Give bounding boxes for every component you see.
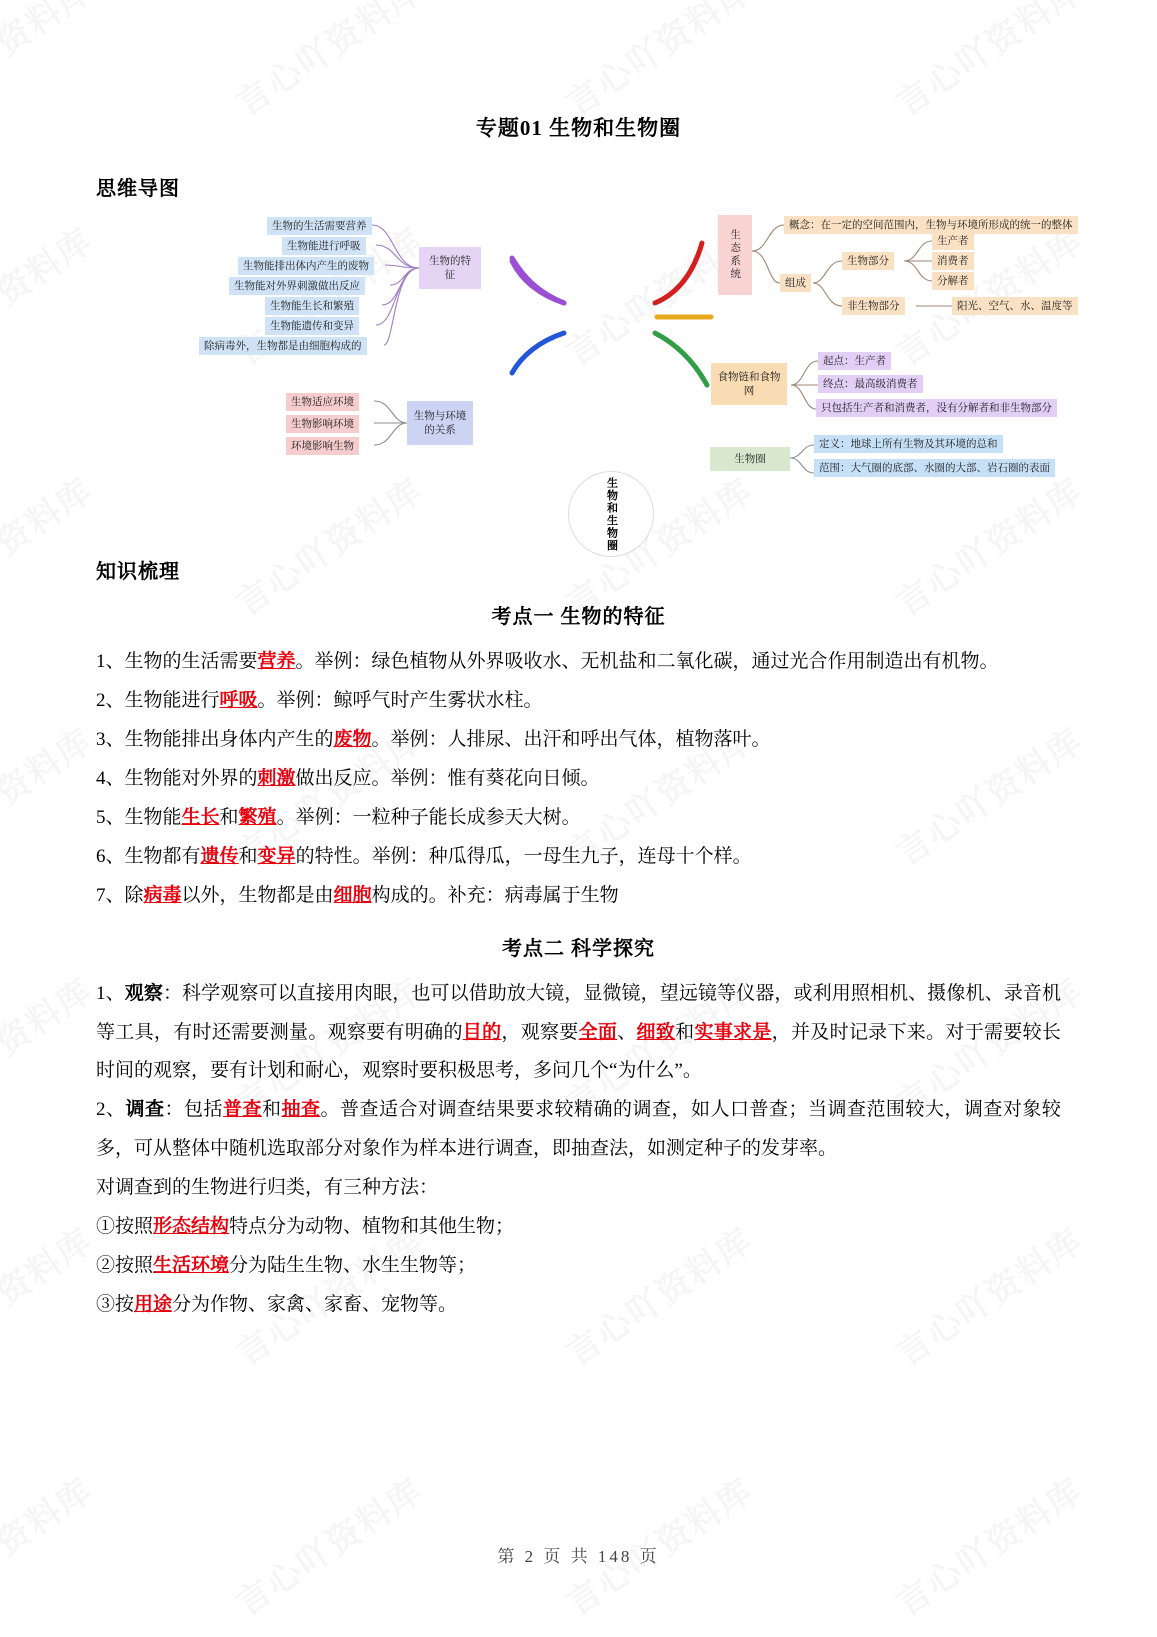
mindmap-node-relation	[407, 401, 473, 445]
highlight-term: 刺激	[257, 767, 296, 789]
highlight-term: 目的	[462, 1021, 502, 1043]
highlight-term: 生长	[181, 806, 220, 828]
mindmap-node-features	[419, 247, 481, 289]
mindmap-node-features-label: 生物的特征	[429, 254, 471, 281]
mindmap-node-biosphere	[710, 447, 790, 471]
paragraph	[96, 799, 1061, 838]
mindmap-leaf-biosphere-2: 范围：大气圈的底部、水圈的大部、岩石圈的表面	[814, 459, 1055, 477]
text-run: 的特性。举例：种瓜得瓜，一母生九子，连母十个样。	[295, 845, 752, 867]
mindmap-leaf-feature-1: 生物的生活需要营养	[267, 217, 372, 235]
text-run: 5、生物能	[96, 806, 182, 828]
mindmap-leaf-feature-6: 生物能遗传和变异	[265, 317, 359, 335]
paragraph	[96, 760, 1061, 799]
text-run: 分为作物、家禽、家畜、宠物等。	[172, 1294, 458, 1316]
highlight-term: 病毒	[143, 884, 182, 906]
mindmap-leaf-foodchain-1: 起点：生产者	[818, 352, 891, 370]
text-run: 。举例：鲸呼气时产生雾状水柱。	[257, 689, 543, 711]
paragraph	[96, 1169, 1061, 1208]
paragraph	[96, 643, 1061, 682]
paragraph	[96, 838, 1061, 877]
page-title: 专题01 生物和生物圈	[475, 116, 682, 140]
highlight-term: 实事求是	[694, 1021, 772, 1043]
mind-map-diagram	[104, 213, 1073, 552]
mindmap-leaf-relation-2: 生物影响环境	[286, 415, 359, 433]
highlight-term: 呼吸	[219, 689, 258, 711]
mindmap-leaf-composition: 组成	[780, 274, 811, 292]
mindmap-leaf-biosphere-1: 定义：地球上所有生物及其环境的总和	[814, 435, 1003, 453]
mindmap-leaf-foodchain-3: 只包括生产者和消费者，没有分解者和非生物部分	[816, 399, 1057, 417]
term-label: 观察	[124, 982, 163, 1004]
page-footer: 第 2 页 共 148 页	[497, 1547, 660, 1566]
mindmap-leaf-decomposer: 分解者	[932, 272, 974, 290]
mindmap-leaf-biotic: 生物部分	[842, 252, 894, 270]
mindmap-leaf-feature-3: 生物能排出体内产生的废物	[238, 257, 374, 275]
text-run: 2、生物能进行	[96, 689, 220, 711]
text-run: ，观察要	[501, 1021, 579, 1043]
paragraph	[96, 721, 1061, 760]
mindmap-leaf-consumer: 消费者	[932, 252, 974, 270]
highlight-term: 细胞	[333, 884, 372, 906]
text-run: 3、生物能排出身体内产生的	[96, 728, 334, 750]
text-run: ：科学观察可以直接用肉眼，也可以借助放大镜，显微镜，望远镜等仪器，或利用照相机、摄像机、录音机等工具，有时还需要测量。观察要有明确的	[96, 982, 1061, 1043]
highlight-term: 生活环境	[153, 1255, 230, 1277]
text-run: 和	[238, 845, 258, 867]
text-run: ：包括	[164, 1099, 223, 1121]
text-run: 以外，生物都是由	[181, 884, 334, 906]
mindmap-leaf-relation-1: 生物适应环境	[286, 393, 359, 411]
section-heading-mindmap: 思维导图	[96, 178, 180, 200]
mindmap-leaf-abiotic: 非生物部分	[842, 297, 905, 315]
highlight-term: 遗传	[200, 845, 239, 867]
point-one-body	[96, 643, 1061, 916]
text-run: 。举例：一粒种子能长成参天大树。	[276, 806, 581, 828]
mindmap-node-foodchain-label: 食物链和食物网	[717, 370, 781, 397]
paragraph	[96, 1091, 1061, 1169]
mindmap-node-relation-label: 生物与环境的关系	[413, 409, 467, 436]
mindmap-node-ecosystem-label: 生态系统	[729, 229, 742, 281]
paragraph	[96, 975, 1061, 1092]
text-run: 1、生物的生活需要	[96, 651, 258, 672]
highlight-term: 变异	[257, 845, 296, 867]
mindmap-leaf-abiotic-items: 阳光、空气、水、温度等	[952, 297, 1078, 315]
mindmap-leaf-producer: 生产者	[932, 232, 974, 250]
text-run: 7、除	[96, 884, 144, 906]
text-run: 1、	[96, 982, 125, 1004]
paragraph	[96, 1286, 1061, 1325]
text-run: 分为陆生生物、水生生物等；	[229, 1255, 477, 1277]
paragraph	[96, 877, 1061, 916]
text-run: 。普查适合对调查结果要求较精确的调查，如人口普查；当调查范围较大，调查对象较多，可从整体中随机选取部分对象作为样本进行调查，即抽查法，如测定种子的发芽率。	[96, 1099, 1061, 1160]
highlight-term: 形态结构	[153, 1216, 230, 1238]
mindmap-leaf-feature-5: 生物能生长和繁殖	[265, 297, 359, 315]
section-heading-knowledge: 知识梳理	[96, 561, 180, 583]
paragraph	[96, 1208, 1061, 1247]
text-run: 和	[219, 806, 239, 828]
highlight-term: 废物	[333, 728, 372, 750]
text-run: 。举例：人排尿、出汗和呼出气体，植物落叶。	[371, 728, 771, 750]
mindmap-center-label: 生物和生物圈	[605, 476, 618, 552]
text-run: 构成的。补充：病毒属于生物	[371, 884, 619, 906]
text-run: ，并及时记录下来。对于需要较长时间的观察，要有计划和耐心，观察时要积极思考，多问几个“为什么”。	[96, 1021, 1061, 1082]
text-run: 和	[675, 1021, 695, 1043]
text-run: ①按照	[96, 1216, 154, 1238]
mindmap-leaf-foodchain-2: 终点：最高级消费者	[818, 375, 923, 393]
mindmap-node-biosphere-label: 生物圈	[734, 452, 766, 465]
text-run: 2、	[96, 1099, 126, 1121]
mindmap-leaf-feature-4: 生物能对外界刺激做出反应	[229, 277, 365, 295]
highlight-term: 抽查	[281, 1099, 321, 1121]
paragraph	[96, 1247, 1061, 1286]
text-run: 。举例：绿色植物从外界吸收水、无机盐和二氧化碳，通过光合作用制造出有机物。	[295, 651, 999, 672]
highlight-term: 全面	[578, 1021, 618, 1043]
text-run: 4、生物能对外界的	[96, 767, 258, 789]
text-run: ②按照	[96, 1255, 154, 1277]
mindmap-leaf-feature-2: 生物能进行呼吸	[282, 237, 366, 255]
highlight-term: 繁殖	[238, 806, 277, 828]
highlight-term: 营养	[257, 651, 296, 672]
highlight-term: 细致	[636, 1021, 676, 1043]
heading-point-two: 考点二 科学探究	[502, 937, 655, 960]
term-label: 调查	[125, 1099, 165, 1121]
mindmap-node-foodchain	[711, 363, 787, 405]
mindmap-leaf-relation-3: 环境影响生物	[286, 437, 359, 455]
text-run: 特点分为动物、植物和其他生物；	[229, 1216, 515, 1238]
text-run: 和	[262, 1099, 282, 1121]
text-run: 、	[617, 1021, 637, 1043]
point-two-body	[96, 975, 1061, 1325]
text-run: 6、生物都有	[96, 845, 201, 867]
mindmap-leaf-ecosystem-concept: 概念：在一定的空间范围内，生物与环境所形成的统一的整体	[784, 216, 1078, 234]
mindmap-leaf-feature-7: 除病毒外，生物都是由细胞构成的	[199, 337, 367, 355]
highlight-term: 普查	[223, 1099, 262, 1121]
paragraph	[96, 682, 1061, 721]
mindmap-center-node	[568, 471, 654, 557]
text-run: ③按	[96, 1294, 135, 1316]
text-run: 对调查到的生物进行归类，有三种方法：	[96, 1177, 439, 1199]
mindmap-node-ecosystem	[718, 215, 752, 295]
text-run: 做出反应。举例：惟有葵花向日倾。	[295, 767, 600, 789]
highlight-term: 用途	[134, 1294, 173, 1316]
heading-point-one: 考点一 生物的特征	[491, 606, 666, 628]
